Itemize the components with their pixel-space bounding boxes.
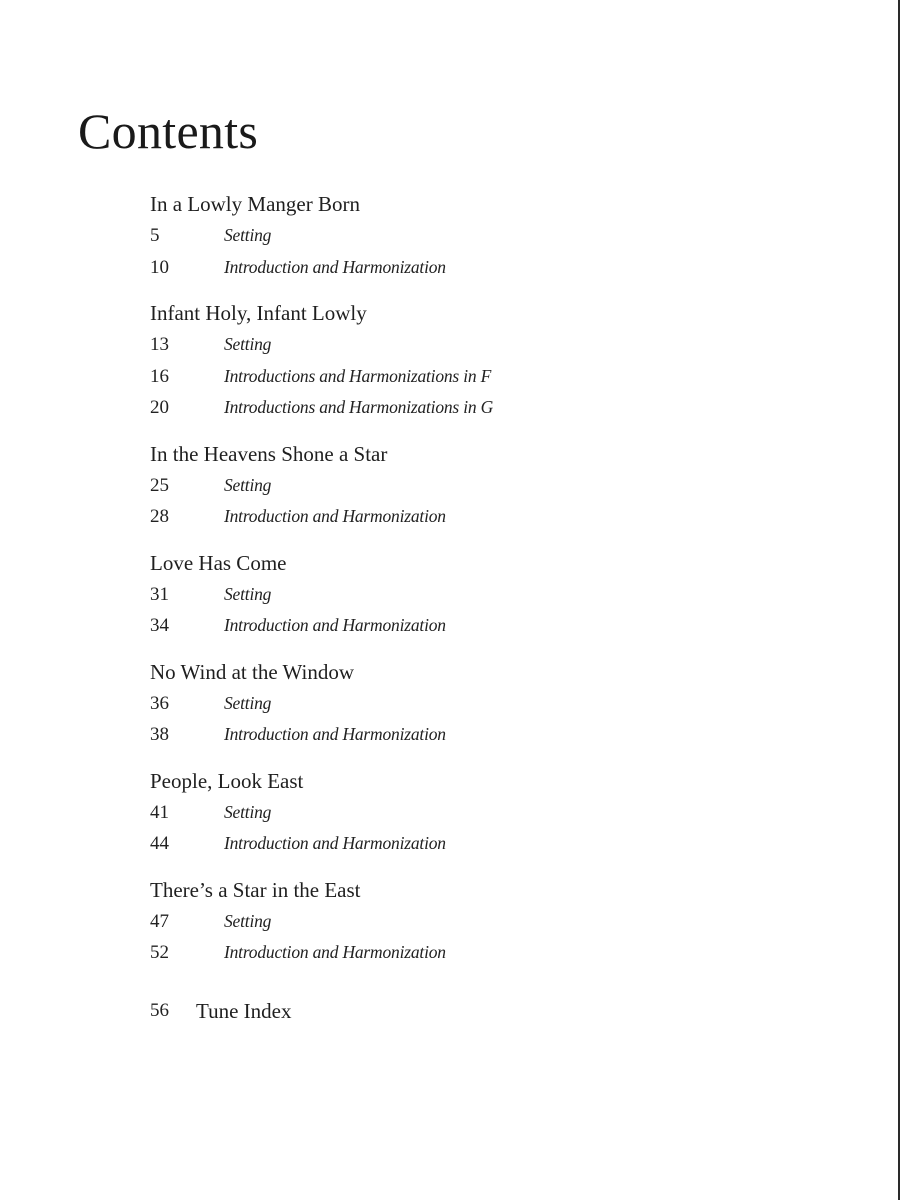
- toc-entry[interactable]: [150, 252, 750, 284]
- entry-page-number: 5: [150, 225, 160, 246]
- entry-label: Introduction and Harmonization: [224, 506, 446, 526]
- entry-label: Setting: [224, 692, 272, 713]
- entry-page-number: 41: [150, 801, 169, 823]
- toc-entry[interactable]: [150, 688, 750, 720]
- entry-label: Setting: [224, 910, 272, 931]
- entry-page-number: 47: [150, 910, 169, 932]
- entry-label: Introduction and Harmonization: [224, 833, 446, 853]
- toc-section: [150, 547, 750, 642]
- tune-index-entry[interactable]: [150, 995, 750, 1027]
- entry-page-number: 52: [150, 942, 169, 963]
- entry-label: Introduction and Harmonization: [224, 724, 446, 744]
- toc-entry[interactable]: [150, 220, 750, 252]
- table-of-contents: [150, 188, 750, 1027]
- section-title[interactable]: Infant Holy, Infant Lowly: [150, 301, 367, 325]
- section-title[interactable]: In the Heavens Shone a Star: [150, 441, 388, 466]
- entry-page-number: 10: [150, 256, 169, 278]
- toc-entry[interactable]: [150, 329, 750, 361]
- entry-page-number: 13: [150, 334, 169, 355]
- toc-entry[interactable]: [150, 579, 750, 611]
- entry-page-number: 16: [150, 365, 169, 387]
- toc-entry[interactable]: [150, 501, 750, 533]
- entry-label: Setting: [224, 225, 272, 245]
- toc-section: [150, 656, 750, 751]
- entry-label: Setting: [224, 801, 272, 822]
- entry-page-number: 31: [150, 583, 169, 605]
- section-title[interactable]: In a Lowly Manger Born: [150, 192, 360, 216]
- entry-label: Introductions and Harmonizations in F: [224, 365, 492, 386]
- entry-label: Setting: [224, 334, 272, 354]
- toc-section: [150, 188, 750, 283]
- entry-label: Introduction and Harmonization: [224, 615, 446, 635]
- entry-page-number: 38: [150, 724, 169, 745]
- entry-page-number: 28: [150, 506, 169, 527]
- page-title: Contents: [78, 103, 259, 159]
- entry-label: Setting: [224, 583, 272, 604]
- toc-section: [150, 297, 750, 424]
- entry-label: Tune Index: [196, 998, 292, 1023]
- entry-page-number: 36: [150, 692, 169, 714]
- entry-page-number: 44: [150, 833, 169, 854]
- entry-label: Introduction and Harmonization: [224, 942, 446, 962]
- toc-section: [150, 765, 750, 860]
- toc-entry[interactable]: [150, 470, 750, 502]
- toc-entry[interactable]: [150, 797, 750, 829]
- entry-label: Introduction and Harmonization: [224, 256, 446, 277]
- entry-label: Setting: [224, 474, 272, 495]
- toc-entry[interactable]: [150, 937, 750, 969]
- toc-section: [150, 438, 750, 533]
- entry-page-number: 56: [150, 999, 169, 1021]
- entry-label: Introductions and Harmonizations in G: [224, 397, 494, 417]
- section-title[interactable]: There’s a Star in the East: [150, 877, 361, 902]
- entry-page-number: 25: [150, 474, 169, 496]
- toc-section: [150, 874, 750, 969]
- toc-entry[interactable]: [150, 361, 750, 393]
- toc-entry[interactable]: [150, 610, 750, 642]
- section-title[interactable]: People, Look East: [150, 768, 304, 793]
- entry-page-number: 34: [150, 615, 169, 636]
- entry-page-number: 20: [150, 397, 169, 418]
- section-title[interactable]: Love Has Come: [150, 550, 287, 575]
- toc-entry[interactable]: [150, 828, 750, 860]
- toc-entry[interactable]: [150, 392, 750, 424]
- section-title[interactable]: No Wind at the Window: [150, 659, 355, 684]
- toc-entry[interactable]: [150, 906, 750, 938]
- toc-entry[interactable]: [150, 719, 750, 751]
